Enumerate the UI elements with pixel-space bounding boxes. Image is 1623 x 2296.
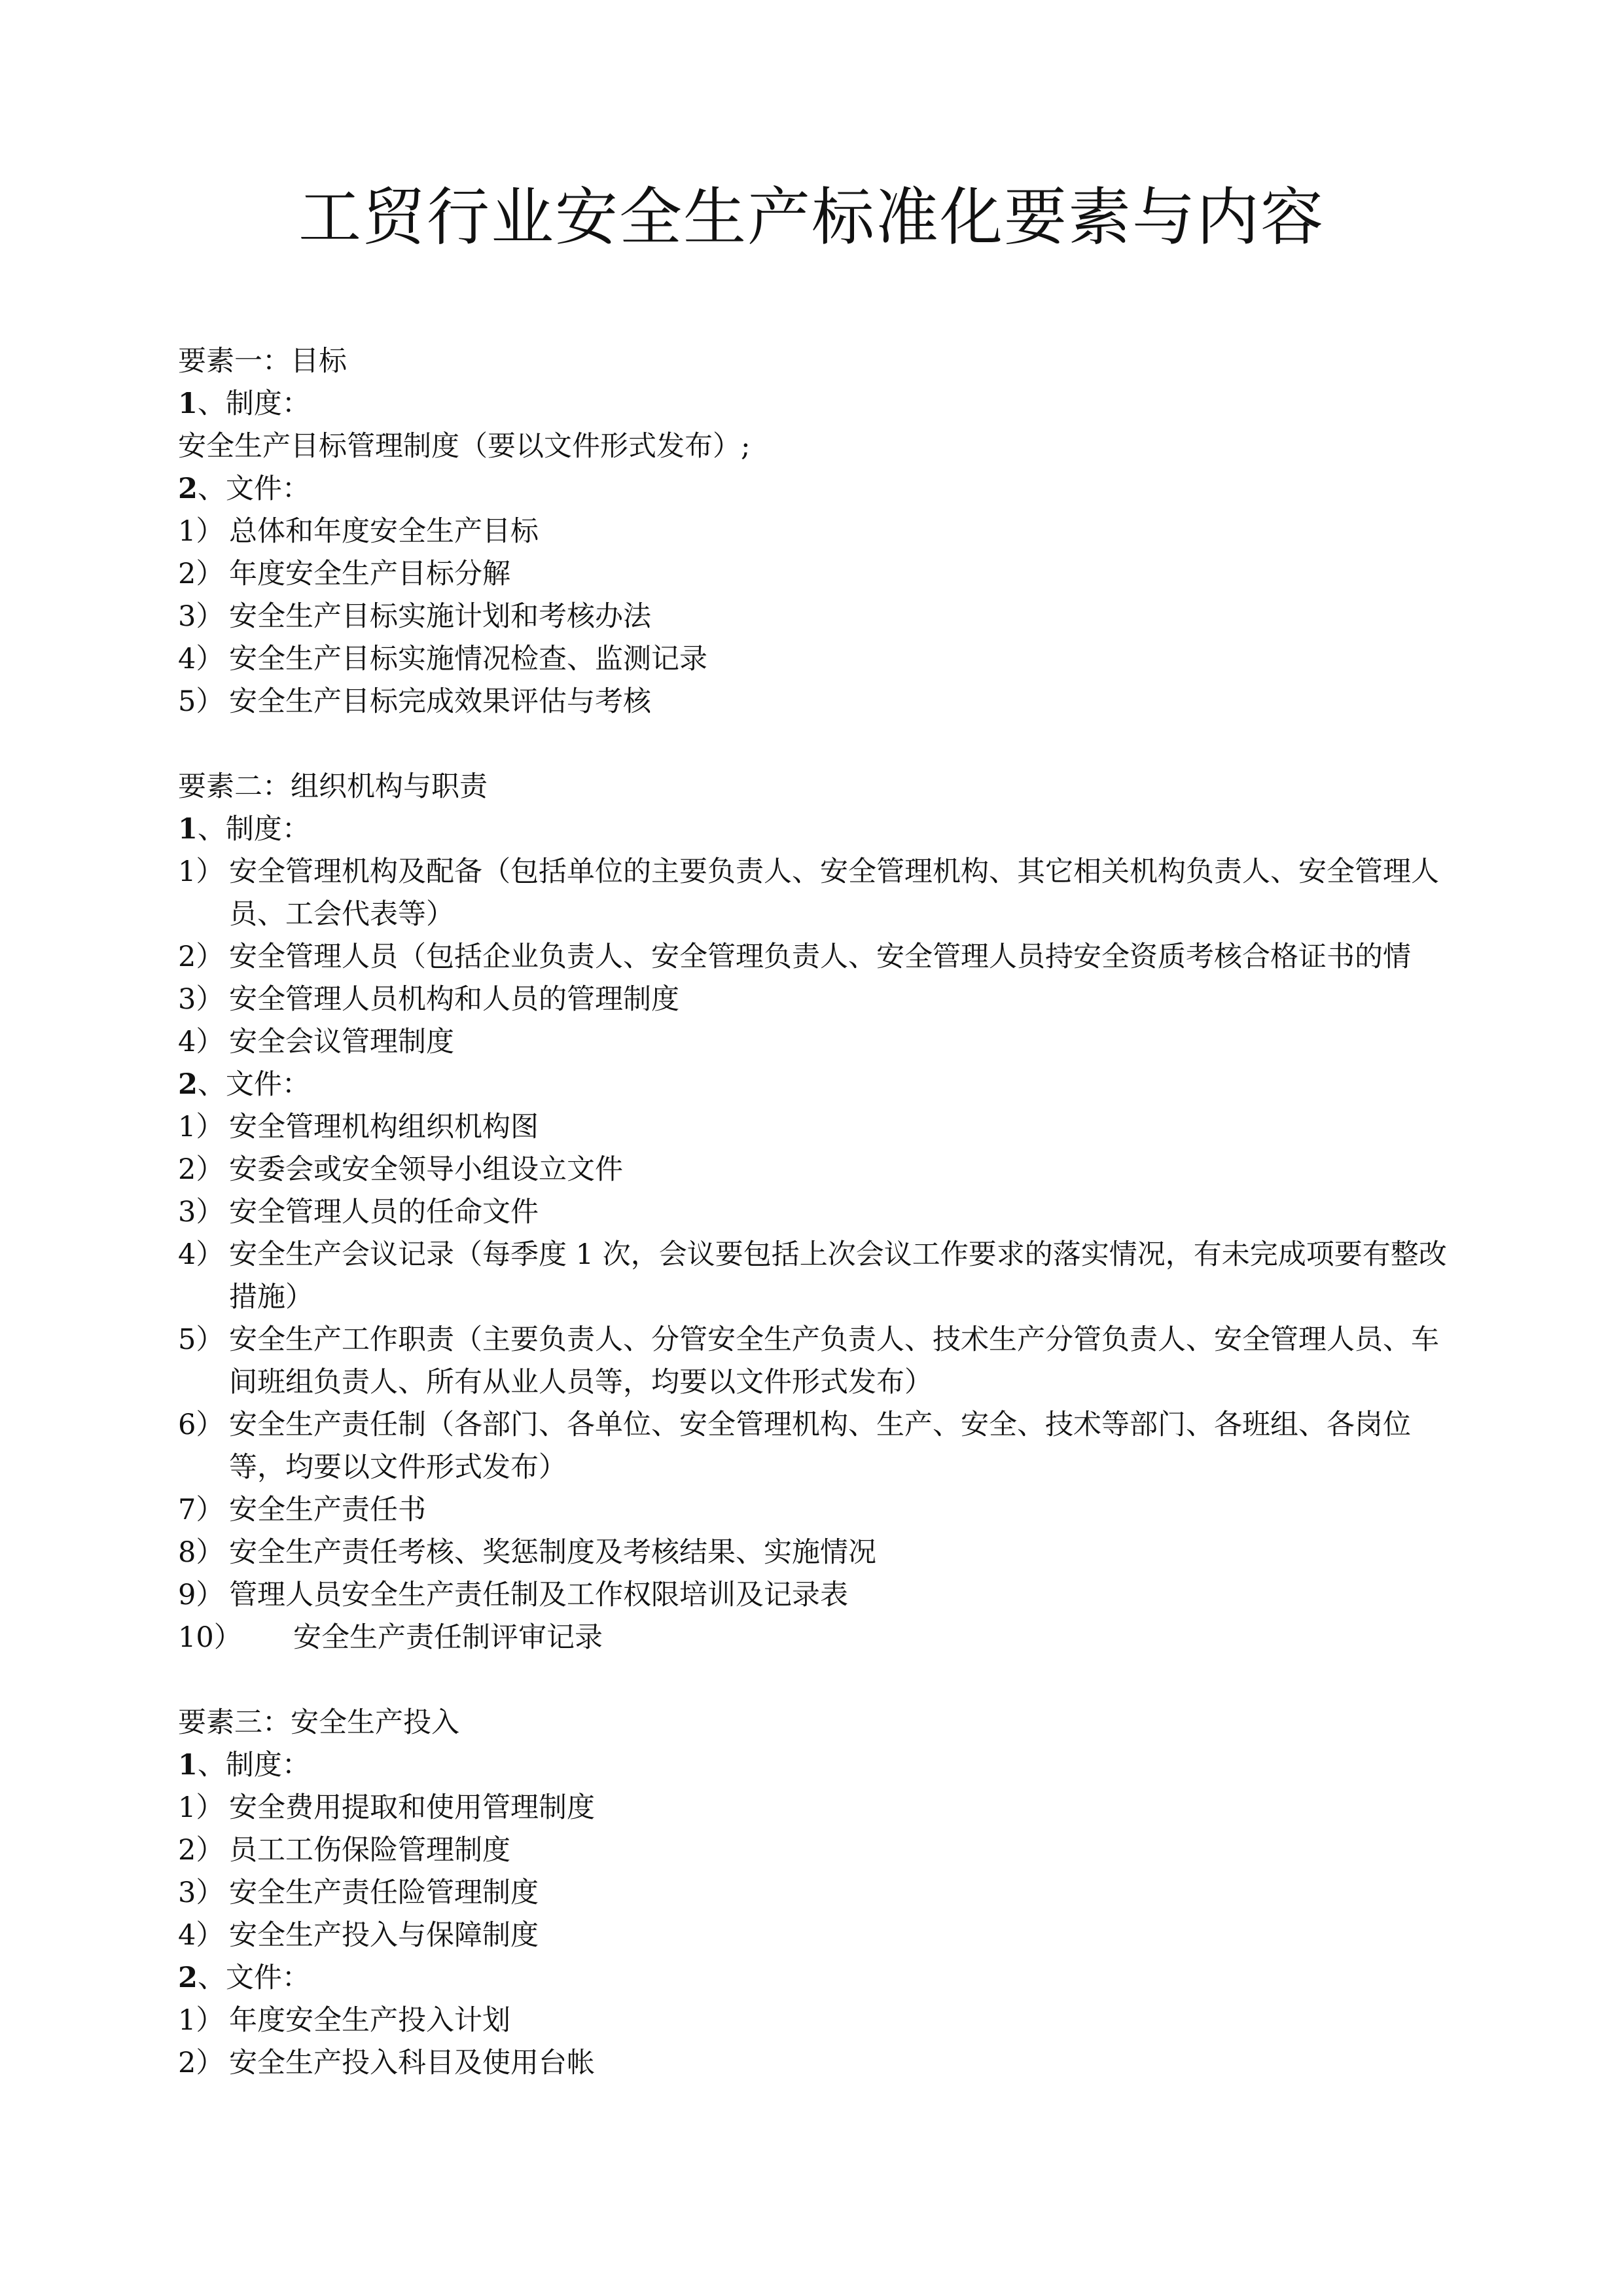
list-item [178,1404,1461,1489]
list-item-text: 安全生产目标实施情况检查、监测记录 [229,643,707,675]
list-item [178,1489,1461,1532]
list-item-text: 安全费用提取和使用管理制度 [229,1791,595,1824]
list-item-text: 安全生产责任考核、奖惩制度及考核结果、实施情况 [229,1536,876,1569]
list-item-text: 管理人员安全生产责任制及工作权限培训及记录表 [229,1579,848,1611]
group-heading [178,808,1461,851]
list-item [178,1106,1461,1149]
list-item-text: 安委会或安全领导小组设立文件 [229,1153,623,1186]
section-2 [178,766,1461,1659]
list-item-text: 员工工伤保险管理制度 [229,1834,510,1867]
list-item [178,511,1461,553]
list-item [178,1914,1461,1957]
list-item [178,1021,1461,1064]
list-item [178,1191,1461,1234]
list-item-number: 2） [178,941,224,973]
list-item-text: 安全会议管理制度 [229,1026,454,1058]
list-item-text: 安全生产目标完成效果评估与考核 [229,685,651,718]
list-item-number: 5） [178,1323,224,1356]
list-item [178,1319,1461,1404]
list-item [178,1149,1461,1191]
group-label: 、制度： [197,387,310,420]
list-item-number: 1） [178,1791,224,1824]
list-item-number: 2） [178,1153,224,1186]
group-number: 2 [178,1962,198,1994]
document-body [178,340,1461,2127]
list-item-number: 2） [178,1834,224,1867]
list-item-number: 8） [178,1536,224,1569]
list-item-number: 2） [178,2047,224,2079]
list-item-text: 安全生产工作职责（主要负责人、分管安全生产负责人、技术生产分管负责人、安全管理人员、车间班组负责人、所有从业人员等，均要以文件形式发布） [229,1323,1439,1399]
group-heading [178,1957,1461,2000]
list-item-text: 安全生产投入科目及使用台帐 [229,2047,595,2079]
list-item-text: 年度安全生产投入计划 [229,2004,510,2037]
list-item-text: 安全管理人员机构和人员的管理制度 [229,983,679,1016]
list-item-number: 7） [178,1494,224,1526]
list-item-number: 1） [178,515,224,548]
list-item-number: 3） [178,1196,224,1229]
section-3 [178,1702,1461,2085]
plain-line: 安全生产目标管理制度（要以文件形式发布）; [178,430,751,463]
list-item-text: 安全生产责任制评审记录 [293,1621,603,1654]
list-item-text: 总体和年度安全生产目标 [229,515,539,548]
group-label: 、文件： [197,1068,310,1101]
section-heading: 要素一：目标 [178,345,347,378]
group-number: 2 [178,1068,198,1101]
list-item [178,1532,1461,1574]
list-item-number: 3） [178,983,224,1016]
list-item [178,1787,1461,1829]
list-item [178,1617,1461,1659]
group-label: 、文件： [197,1962,310,1994]
list-item [178,2000,1461,2042]
list-item [178,638,1461,681]
section-heading: 要素二：组织机构与职责 [178,770,488,803]
list-item [178,553,1461,596]
list-item [178,851,1461,936]
list-item-text: 安全生产目标实施计划和考核办法 [229,600,651,633]
list-item [178,681,1461,723]
list-item-number: 9） [178,1579,224,1611]
list-item-number: 4） [178,643,224,675]
list-item-text: 安全生产投入与保障制度 [229,1919,539,1952]
group-number: 1 [178,1749,198,1782]
list-item [178,1829,1461,1872]
list-item-number: 5） [178,685,224,718]
list-item-text: 年度安全生产目标分解 [229,558,510,590]
list-item-number: 1） [178,2004,224,2037]
group-number: 2 [178,473,198,505]
list-item-text: 安全生产责任制（各部门、各单位、安全管理机构、生产、安全、技术等部门、各班组、各岗位等，均要以文件形式发布） [229,1408,1411,1484]
group-label: 、制度： [197,813,310,846]
list-item-number: 6） [178,1408,224,1441]
list-item-number: 3） [178,1876,224,1909]
list-item-number: 4） [178,1026,224,1058]
section-1 [178,340,1461,723]
list-item-number: 4） [178,1919,224,1952]
list-item [178,1234,1461,1319]
list-item [178,1872,1461,1914]
list-item-text: 安全管理机构及配备（包括单位的主要负责人、安全管理机构、其它相关机构负责人、安全管理人员、工会代表等） [229,855,1439,931]
list-item-text: 安全管理人员的任命文件 [229,1196,539,1229]
group-heading [178,383,1461,425]
list-item [178,596,1461,638]
group-label: 、文件： [197,473,310,505]
list-item-text: 安全管理机构组织机构图 [229,1111,539,1143]
group-number: 1 [178,813,198,846]
list-item-text: 安全生产责任书 [229,1494,426,1526]
list-item-text: 安全生产责任险管理制度 [229,1876,539,1909]
list-item-number: 2） [178,558,224,590]
group-heading [178,1744,1461,1787]
section-heading: 要素三：安全生产投入 [178,1706,459,1739]
list-item [178,1574,1461,1617]
list-item [178,978,1461,1021]
group-label: 、制度： [197,1749,310,1782]
list-item-text: 安全管理人员（包括企业负责人、安全管理负责人、安全管理人员持安全资质考核合格证书的情 [229,941,1411,973]
page-title: 工贸行业安全生产标准化要素与内容 [298,181,1325,254]
list-item-number: 1） [178,855,224,888]
list-item-number: 1） [178,1111,224,1143]
list-item [178,2042,1461,2085]
list-item [178,936,1461,978]
group-number: 1 [178,387,198,420]
list-item-number: 3） [178,600,224,633]
list-item-number: 4） [178,1238,224,1271]
list-item-text: 安全生产会议记录（每季度 1 次，会议要包括上次会议工作要求的落实情况，有未完成项要有整改措施） [229,1238,1447,1314]
list-item-number: 10） [178,1621,242,1654]
group-heading [178,468,1461,511]
group-heading [178,1064,1461,1106]
